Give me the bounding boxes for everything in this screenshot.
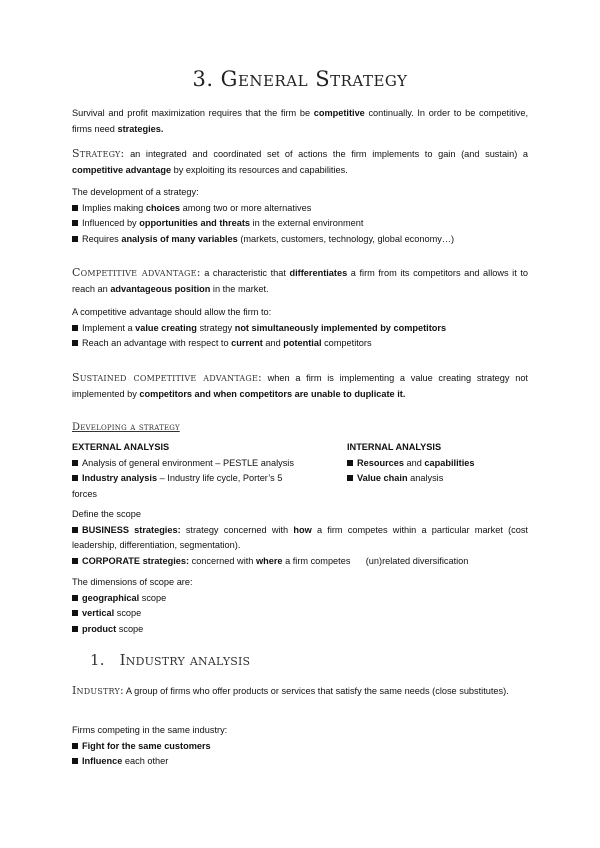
strategy-definition: Strategy: an integrated and coordinated set of actions the firm implements to gain (and sustain) a competitive advantage by exploiting its resources and capabilities.: [72, 147, 528, 175]
industry-term: Industry:: [72, 684, 124, 697]
strategy-development-list: [72, 185, 528, 247]
internal-analysis-column: [347, 440, 527, 487]
list-item: Fight for the same customers: [72, 739, 528, 755]
sustained-advantage-term: Sustained competitive advantage:: [72, 371, 262, 384]
bullet-icon: [72, 205, 78, 211]
bullet-icon: [72, 220, 78, 226]
page-title: 3. General Strategy: [192, 67, 408, 91]
list-item: product scope: [72, 622, 528, 638]
list-item: Analysis of general environment – PESTLE analysis: [72, 456, 322, 472]
scope-dimensions-list: [72, 575, 528, 637]
bullet-icon: [347, 475, 353, 481]
list-item: Implies making choices among two or more alternatives: [72, 201, 528, 217]
external-analysis-column: [72, 440, 322, 502]
list-item: Requires analysis of many variables (markets, customers, technology, global economy…): [72, 232, 528, 248]
bullet-icon: [72, 527, 78, 533]
bullet-icon: [72, 743, 78, 749]
scope-section: [72, 507, 528, 569]
list-heading: A competitive advantage should allow the firm to:: [72, 307, 272, 317]
industry-definition: Industry: A group of firms who offer products or services that satisfy the same needs (close substitutes).: [72, 684, 509, 697]
column-heading: EXTERNAL ANALYSIS: [72, 442, 170, 452]
bullet-icon: [72, 626, 78, 632]
list-item: CORPORATE strategies: concerned with where a firm competes (un)related diversification: [72, 554, 528, 570]
bullet-icon: [72, 236, 78, 242]
intro-paragraph: Survival and profit maximization requires that the firm be competitive continually. In order to be competitive, firms need strategies.: [72, 108, 529, 134]
bullet-icon: [72, 610, 78, 616]
list-item: Influence each other: [72, 754, 528, 770]
list-heading: The dimensions of scope are:: [72, 577, 193, 587]
competitive-advantage-list: [72, 305, 528, 352]
bullet-icon: [72, 758, 78, 764]
developing-strategy-heading: Developing a strategy: [72, 422, 180, 433]
strategy-term: Strategy:: [72, 147, 125, 160]
industry-competition-list: [72, 723, 528, 770]
bullet-icon: [347, 460, 353, 466]
list-item: Resources and capabilities: [347, 456, 527, 472]
competitive-advantage-definition: Competitive advantage: a characteristic that differentiates a firm from its competitors and allows it to reach an advantageous position in the market.: [72, 266, 529, 294]
list-item: Influenced by opportunities and threats in the external environment: [72, 216, 528, 232]
bullet-icon: [72, 558, 78, 564]
bullet-icon: [72, 595, 78, 601]
list-item: Implement a value creating strategy not simultaneously implemented by competitors: [72, 321, 528, 337]
list-item: Reach an advantage with respect to current and potential competitors: [72, 336, 528, 352]
bullet-icon: [72, 325, 78, 331]
competitive-advantage-term: Competitive advantage:: [72, 266, 201, 279]
list-item: vertical scope: [72, 606, 528, 622]
list-heading: Firms competing in the same industry:: [72, 725, 228, 735]
bullet-icon: [72, 475, 78, 481]
list-item: Industry analysis – Industry life cycle, Porter’s 5: [72, 471, 322, 487]
column-heading: INTERNAL ANALYSIS: [347, 442, 442, 452]
list-item: Value chain analysis: [347, 471, 527, 487]
list-heading: The development of a strategy:: [72, 187, 199, 197]
scope-heading: Define the scope: [72, 509, 141, 519]
list-item: geographical scope: [72, 591, 528, 607]
bullet-icon: [72, 340, 78, 346]
industry-analysis-heading: 1. Industry analysis: [90, 651, 251, 669]
list-item: BUSINESS strategies: strategy concerned with how a firm competes within a particular market (cost leadership, differentiation, segmentation).: [72, 524, 528, 550]
list-item-continuation: forces: [72, 488, 98, 499]
bullet-icon: [72, 460, 78, 466]
sustained-advantage-definition: Sustained competitive advantage: when a firm is implementing a value creating strategy not implemented by competitors and when competitors are unable to duplicate it.: [72, 371, 528, 399]
